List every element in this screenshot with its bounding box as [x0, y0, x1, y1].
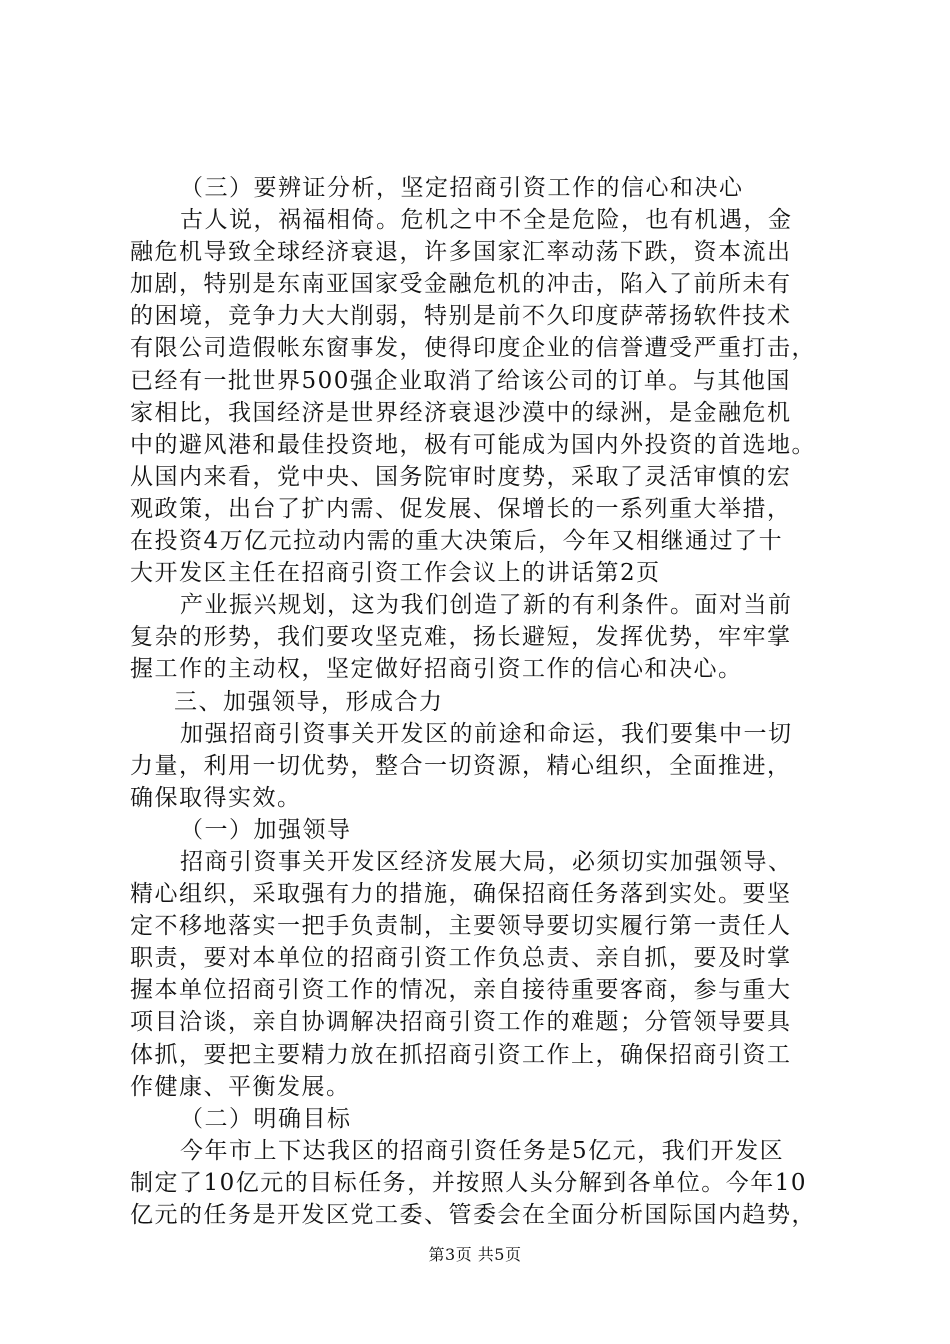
text-line: 已经有一批世界500强企业取消了给该公司的订单。与其他国 [130, 367, 791, 394]
text-line: 在投资4万亿元拉动内需的重大决策后，今年又相继通过了十 [130, 528, 784, 555]
text-line: 握工作的主动权，坚定做好招商引资工作的信心和决心。 [130, 656, 743, 683]
text-line: 复杂的形势，我们要攻坚克难，扬长避短，发挥优势，牢牢掌 [130, 624, 792, 651]
text-line: 加剧，特别是东南亚国家受金融危机的冲击，陷入了前所未有 [130, 271, 792, 298]
text-line: 观政策，出台了扩内需、促发展、保增长的一系列重大举措， [130, 495, 792, 522]
text-line: （三）要辨证分析，坚定招商引资工作的信心和决心 [180, 175, 744, 201]
text-line: 作健康、平衡发展。 [130, 1073, 351, 1100]
text-line: 制定了10亿元的目标任务，并按照人头分解到各单位。今年10 [130, 1169, 808, 1196]
text-line: （一）加强领导 [180, 816, 352, 843]
text-line: 握本单位招商引资工作的情况，亲自接待重要客商，参与重大 [130, 977, 792, 1004]
text-line: 加强招商引资事关开发区的前途和命运，我们要集中一切 [180, 720, 793, 747]
document-body [130, 172, 842, 1231]
text-line: 古人说，祸福相倚。危机之中不全是危险，也有机遇，金 [180, 207, 793, 234]
text-line: 体抓，要把主要精力放在抓招商引资工作上，确保招商引资工 [130, 1041, 792, 1068]
text-line: 职责，要对本单位的招商引资工作负总责、亲自抓，要及时掌 [130, 945, 792, 972]
text-line: 今年市上下达我区的招商引资任务是5亿元，我们开发区 [180, 1137, 785, 1164]
text-line: 产业振兴规划，这为我们创造了新的有利条件。面对当前 [180, 592, 793, 619]
text-line: 力量，利用一切优势，整合一切资源，精心组织，全面推进， [130, 752, 792, 779]
text-line: 从国内来看，党中央、国务院审时度势，采取了灵活审慎的宏 [130, 463, 792, 490]
text-line: 亿元的任务是开发区党工委、管委会在全面分析国际国内趋势， [130, 1202, 816, 1228]
text-line: （二）明确目标 [180, 1105, 352, 1132]
text-line: 三、加强领导，形成合力 [174, 688, 444, 715]
page-footer: 第3页 共5页 [428, 1245, 522, 1264]
text-line: 大开发区主任在招商引资工作会议上的讲话第2页 [130, 560, 661, 587]
text-line: 招商引资事关开发区经济发展大局，必须切实加强领导、 [180, 848, 793, 875]
text-line: 项目洽谈，亲自协调解决招商引资工作的难题；分管领导要具 [130, 1009, 792, 1036]
text-line: 中的避风港和最佳投资地，极有可能成为国内外投资的首选地。 [130, 431, 816, 458]
text-line: 的困境，竞争力大大削弱，特别是前不久印度萨蒂扬软件技术 [130, 303, 792, 330]
text-line: 家相比，我国经济是世界经济衰退沙漠中的绿洲，是金融危机 [130, 399, 792, 426]
text-line: 定不移地落实一把手负责制，主要领导要切实履行第一责任人 [130, 913, 792, 940]
text-line: 精心组织，采取强有力的措施，确保招商任务落到实处。要坚 [130, 881, 792, 908]
text-line: 有限公司造假帐东窗事发，使得印度企业的信誉遭受严重打击， [130, 335, 816, 362]
text-line: 确保取得实效。 [130, 784, 302, 811]
text-line: 融危机导致全球经济衰退，许多国家汇率动荡下跌，资本流出 [130, 239, 792, 266]
